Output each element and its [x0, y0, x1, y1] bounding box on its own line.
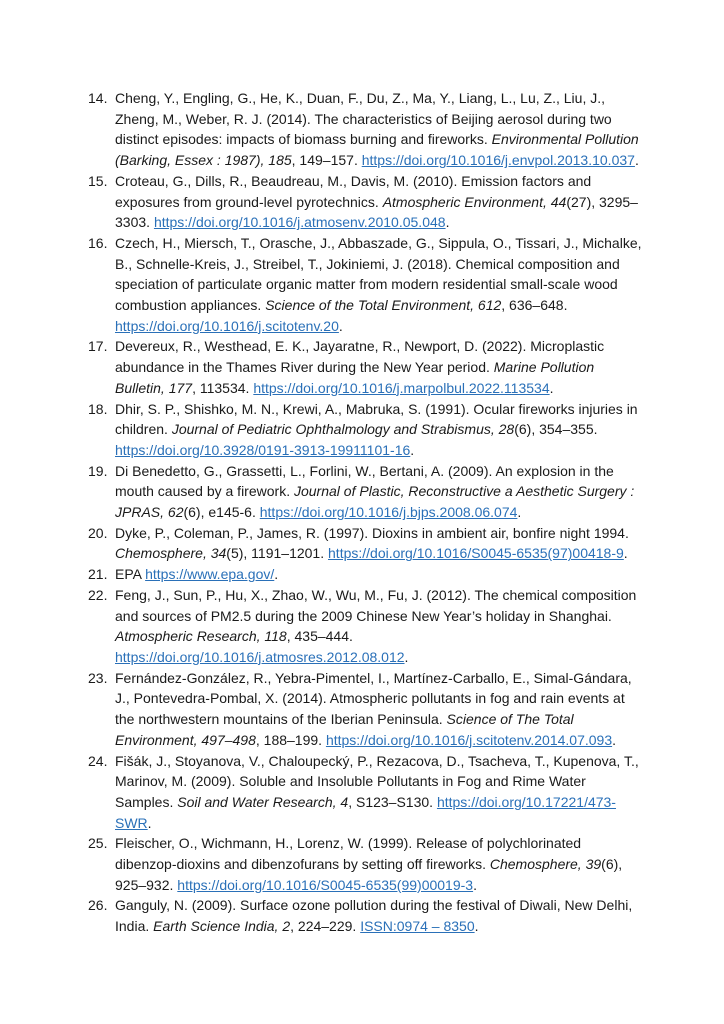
journal-title-text: Chemosphere, 34: [115, 545, 227, 562]
reference-item: [88, 88, 642, 171]
reference-number: 17.: [88, 338, 108, 355]
reference-number: 26.: [88, 897, 108, 914]
reference-item: [88, 233, 642, 337]
reference-item: [88, 751, 642, 834]
journal-title-text: Earth Science India, 2: [153, 918, 291, 935]
reference-hyperlink[interactable]: https://doi.org/10.17221/473-SWR: [115, 793, 616, 831]
reference-hyperlink[interactable]: https://doi.org/10.1016/j.atmosres.2012.08.012: [115, 648, 405, 665]
reference-text: [115, 233, 642, 337]
reference-hyperlink[interactable]: https://doi.org/10.1016/S0045-6535(97)00418-9: [328, 545, 624, 562]
citation-text: Croteau, G., Dills, R., Beaudreau, M., Davis, M. (2010). Emission factors and exposures from ground-level pyrotechnics.: [115, 172, 592, 210]
citation-text: .: [634, 152, 639, 169]
citation-text: Fišák, J., Stoyanova, V., Chaloupecký, P., Rezacova, D., Tsacheva, T., Kupenova, T., Marinov, M. (2009). Soluble and Insoluble Pollutants in Fog and Rime Water Samples.: [115, 752, 639, 810]
reference-item: [88, 523, 642, 564]
reference-number: 16.: [88, 234, 108, 251]
citation-text: Devereux, R., Westhead, E. K., Jayaratne, R., Newport, D. (2022). Microplastic abundance in the Thames River during the New Year period.: [115, 338, 605, 376]
citation-text: Fleischer, O., Wichmann, H., Lorenz, W. (1999). Release of polychlorinated dibenzop-dioxins and dibenzofurans by setting off fireworks.: [115, 835, 582, 873]
reference-item: [88, 399, 642, 461]
citation-text: , 636–648.: [501, 297, 568, 314]
citation-text: (6), e145-6.: [183, 504, 260, 521]
reference-hyperlink[interactable]: https://doi.org/10.1016/j.scitotenv.20: [115, 317, 339, 334]
reference-number: 24.: [88, 752, 108, 769]
citation-text: .: [474, 918, 479, 935]
reference-item: [88, 668, 642, 751]
reference-text: [115, 88, 642, 171]
citation-text: , 149–157.: [291, 152, 362, 169]
journal-title-text: Atmospheric Environment, 44: [382, 193, 567, 210]
journal-title-text: Marine Pollution Bulletin, 177: [115, 359, 595, 396]
reference-item: [88, 171, 642, 233]
citation-text: Dyke, P., Coleman, P., James, R. (1997). Dioxins in ambient air, bonfire night 1994.: [115, 524, 629, 541]
reference-item: [88, 461, 642, 523]
reference-number: 23.: [88, 669, 108, 686]
citation-text: , S123–S130.: [348, 793, 437, 810]
citation-text: .: [445, 214, 450, 231]
reference-text: [115, 461, 642, 523]
journal-title-text: Science of the Total Environment, 612: [265, 297, 502, 314]
citation-text: .: [612, 731, 616, 748]
reference-number: 14.: [88, 90, 108, 106]
citation-text: .: [517, 504, 522, 521]
reference-text: [115, 668, 642, 751]
reference-text: [115, 751, 642, 834]
reference-text: [115, 895, 642, 936]
reference-item: [88, 336, 642, 398]
citation-text: (6), 925–932.: [115, 856, 623, 893]
citation-text: .: [410, 441, 415, 458]
citation-text: Di Benedetto, G., Grassetti, L., Forlini, W., Bertani, A. (2009). An explosion in the mouth caused by a firework.: [115, 462, 614, 500]
citation-text: , 435–444.: [286, 628, 353, 645]
citation-text: , 188–199.: [255, 731, 326, 748]
citation-text: .: [404, 648, 409, 665]
reference-hyperlink[interactable]: https://doi.org/10.1016/j.envpol.2013.10.037: [361, 152, 635, 169]
reference-text: [115, 585, 642, 668]
journal-title-text: Science of The Total Environment, 497–498: [115, 711, 574, 748]
citation-text: (27), 3295–3303.: [115, 193, 638, 231]
reference-text: [115, 399, 642, 461]
citation-text: .: [549, 379, 554, 396]
reference-number: 21.: [88, 566, 108, 583]
reference-hyperlink[interactable]: https://doi.org/10.1016/j.scitotenv.2014.07.093: [325, 731, 613, 748]
reference-text: [115, 336, 642, 398]
citation-text: , 224–229.: [290, 918, 361, 935]
citation-text: Fernández-González, R., Yebra-Pimentel, I., Martínez-Carballo, E., Simal-Gándara, J., Pontevedra-Pombal, X. (2014). Atmospheric pollutants in fog and rain events at the northwestern mountains of the Iberian Peninsula.: [115, 669, 632, 728]
journal-title-text: Atmospheric Research, 118: [115, 628, 287, 645]
reference-hyperlink[interactable]: https://doi.org/10.3928/0191-3913-19911101-16: [115, 441, 411, 458]
journal-title-text: Environmental Pollution (Barking, Essex : 1987), 185: [115, 131, 639, 169]
reference-text: [115, 171, 642, 233]
journal-title-text: Journal of Plastic, Reconstructive a Aesthetic Surgery : JPRAS, 62: [115, 483, 635, 521]
reference-hyperlink[interactable]: https://doi.org/10.1016/j.atmosenv.2010.05.048: [153, 214, 446, 231]
reference-hyperlink[interactable]: https://doi.org/10.1016/j.marpolbul.2022.113534: [253, 379, 550, 396]
citation-text: EPA: [115, 566, 146, 583]
reference-number: 15.: [88, 172, 108, 189]
citation-text: .: [274, 566, 279, 583]
reference-text: [115, 833, 642, 895]
journal-title-text: Chemosphere, 39: [489, 856, 602, 873]
reference-item: [88, 833, 642, 895]
reference-text: [115, 564, 642, 585]
reference-number: 19.: [88, 462, 108, 479]
journal-title-text: Soil and Water Research, 4: [177, 793, 349, 810]
citation-text: Feng, J., Sun, P., Hu, X., Zhao, W., Wu, M., Fu, J. (2012). The chemical composition and sources of PM2.5 during the 2009 Chinese New Year’s holiday in Shanghai.: [115, 586, 637, 624]
citation-text: .: [338, 317, 343, 334]
reference-hyperlink[interactable]: https://www.epa.gov/: [145, 566, 275, 583]
journal-title-text: Journal of Pediatric Ophthalmology and Strabismus, 28: [171, 421, 515, 438]
reference-item: [88, 564, 642, 585]
reference-hyperlink[interactable]: https://doi.org/10.1016/S0045-6535(99)00019-3: [177, 876, 474, 893]
reference-hyperlink[interactable]: https://doi.org/10.1016/j.bjps.2008.06.074: [259, 504, 518, 521]
citation-text: Dhir, S. P., Shishko, M. N., Krewi, A., Mabruka, S. (1991). Ocular fireworks injuries in children.: [115, 400, 638, 438]
citation-text: (5), 1191–1201.: [226, 545, 329, 562]
citation-text: Cheng, Y., Engling, G., He, K., Duan, F., Du, Z., Ma, Y., Liang, L., Lu, Z., Liu, J., Zheng, M., Weber, R. J. (2014). The characteristics of Beijing aerosol during two distinct episodes: impacts of biomass burning and fireworks.: [115, 90, 612, 148]
reference-text: [115, 523, 642, 564]
reference-number: 22.: [88, 586, 108, 603]
citation-text: Czech, H., Miersch, T., Orasche, J., Abbaszade, G., Sippula, O., Tissari, J., Michalke, B., Schnelle-Kreis, J., Streibel, T., Jokiniemi, J. (2018). Chemical composition and speciation of particulate organic matter from modern residential small-scale wood combustion appliances.: [115, 234, 642, 314]
reference-list: [88, 88, 642, 937]
reference-number: 20.: [88, 524, 108, 541]
reference-item: [88, 585, 642, 668]
reference-number: 18.: [88, 400, 108, 417]
citation-text: .: [623, 545, 628, 562]
reference-hyperlink[interactable]: ISSN:0974 – 8350: [360, 918, 475, 935]
reference-item: [88, 895, 642, 936]
citation-text: , 113534.: [192, 379, 254, 396]
citation-text: Ganguly, N. (2009). Surface ozone pollution during the festival of Diwali, New Delhi, India.: [115, 897, 633, 935]
citation-text: .: [147, 814, 152, 831]
reference-number: 25.: [88, 835, 108, 852]
citation-text: .: [473, 876, 477, 893]
citation-text: (6), 354–355.: [514, 421, 598, 438]
